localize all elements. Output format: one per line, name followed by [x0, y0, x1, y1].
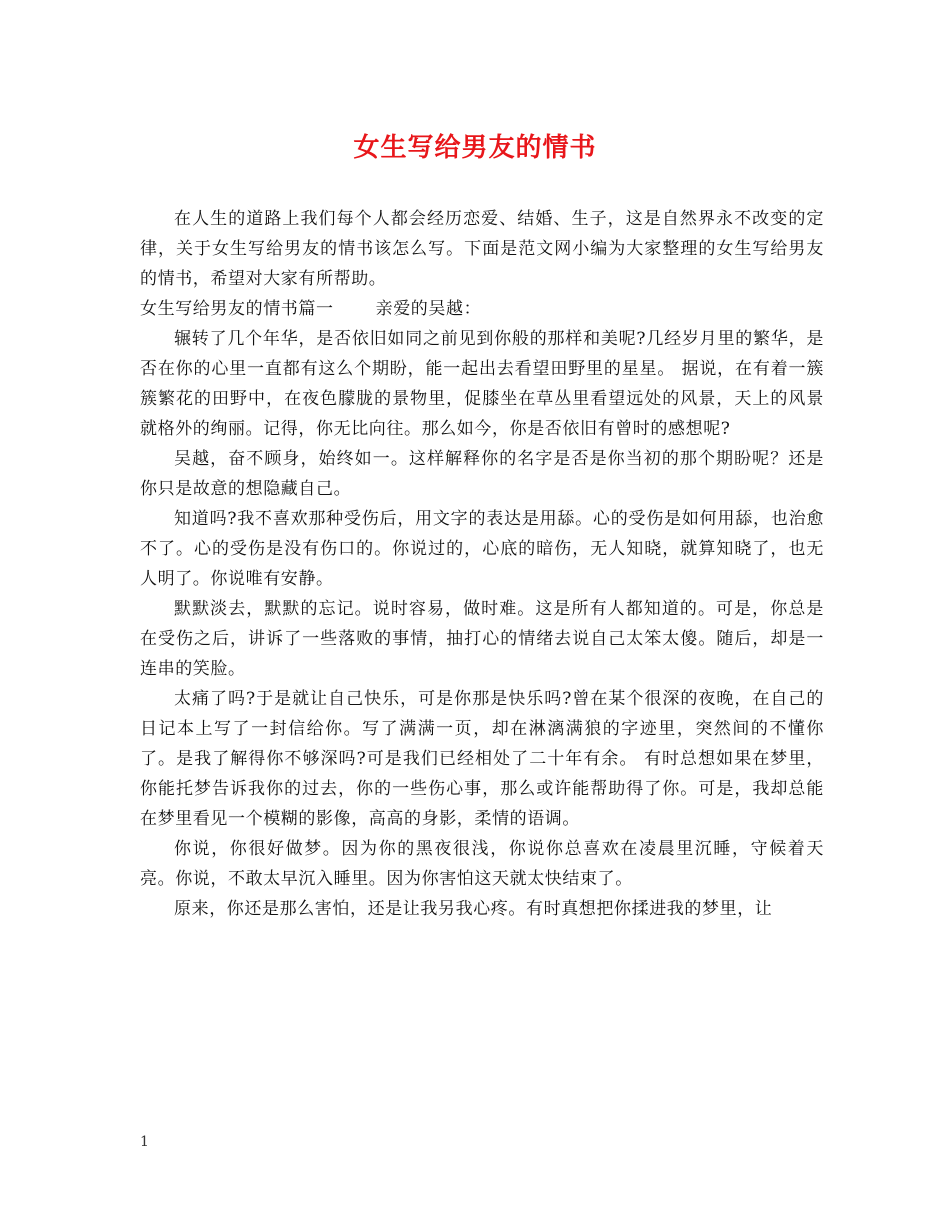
intro-paragraph: 在人生的道路上我们每个人都会经历恋爱、结婚、生子，这是自然界永不改变的定律，关于女生写给男友的情书该怎么写。下面是范文网小编为大家整理的女生写给男友的情书，希望对大家有所帮助。	[140, 209, 824, 289]
page-number: 1	[140, 1134, 149, 1150]
body-paragraph-6: 你说，你很好做梦。因为你的黑夜很浅，你说你总喜欢在凌晨里沉睡，守候着天亮。你说，不敢太早沉入睡里。因为你害怕这天就太快结束了。	[140, 839, 824, 889]
body-paragraph-4: 默默淡去，默默的忘记。说时容易，做时难。这是所有人都知道的。可是，你总是在受伤之后，讲诉了一些落败的事情，抽打心的情绪去说自己太笨太傻。随后，却是一连串的笑脸。	[140, 599, 824, 679]
section-heading: 女生写给男友的情书篇一	[140, 299, 334, 319]
body-paragraph-5: 太痛了吗?于是就让自己快乐，可是你那是快乐吗?曾在某个很深的夜晚，在自己的日记本上写了一封信给你。写了满满一页，却在淋漓满狼的字迹里，突然间的不懂你了。是我了解得你不够深吗?可是我们已经相处了二十年有余。 有时总想如果在梦里，你能托梦告诉我你的过去，你的一些伤心事，那么或许能帮助得了你。可是，我却总能在梦里看见一个模糊的影像，高高的身影，柔情的语调。	[140, 689, 824, 829]
body-paragraph-7: 原来，你还是那么害怕，还是让我另我心疼。有时真想把你揉进我的梦里，让	[174, 899, 773, 919]
document-title: 女生写给男友的情书	[353, 133, 597, 163]
salutation: 亲爱的吴越：	[375, 299, 482, 319]
body-paragraph-2: 吴越，奋不顾身，始终如一。这样解释你的名字是否是你当初的那个期盼呢？还是你只是故意的想隐藏自己。	[140, 449, 824, 499]
body-paragraph-1: 辗转了几个年华，是否依旧如同之前见到你般的那样和美呢?几经岁月里的繁华，是否在你的心里一直都有这么个期盼，能一起出去看望田野里的星星。 据说，在有着一簇簇繁花的田野中，在夜色朦胧的景物里，促膝坐在草丛里看望远处的风景，天上的风景就格外的绚丽。记得，你无比向往。那么如今，你是否依旧有曾时的感想呢?	[140, 329, 824, 439]
document-body	[140, 204, 824, 924]
body-paragraph-3: 知道吗?我不喜欢那种受伤后，用文字的表达是用舔。心的受伤是如何用舔，也治愈不了。心的受伤是没有伤口的。你说过的，心底的暗伤，无人知晓，就算知晓了，也无人明了。你说唯有安静。	[140, 509, 824, 589]
section-heading-line	[140, 294, 824, 324]
